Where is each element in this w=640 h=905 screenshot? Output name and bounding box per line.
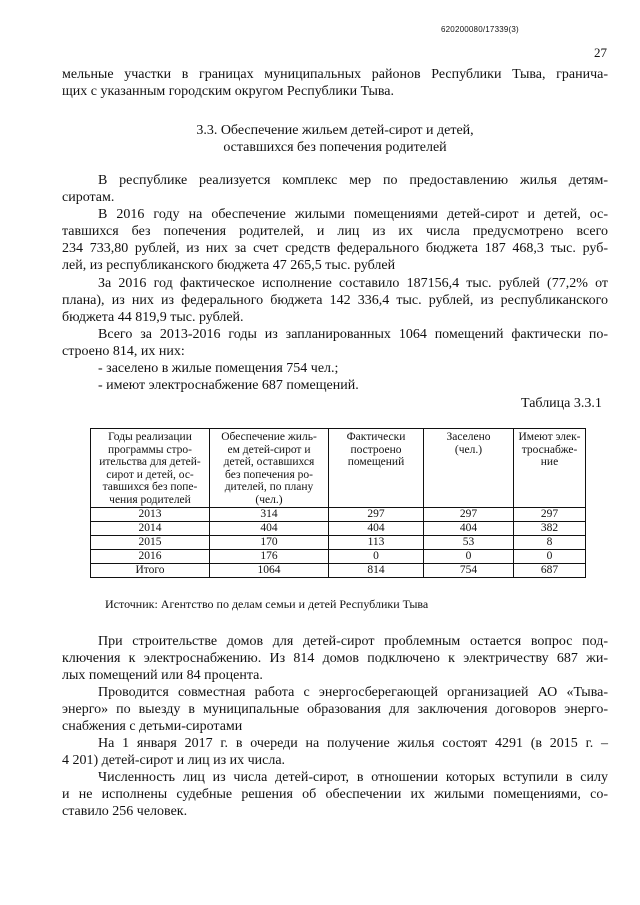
text-line: строено 814, их них:: [62, 344, 185, 359]
paragraph-6: [62, 684, 608, 735]
text-line: Всего за 2013-2016 годы из запланированных 1064 помещений фактически по-: [98, 327, 608, 342]
paragraph-7: [62, 735, 608, 769]
header-line: (чел.): [255, 493, 283, 506]
table-cell: 297: [514, 508, 586, 522]
section-title-line: оставшихся без попечения родителей: [223, 140, 447, 155]
text-line: ключения к электроснабжению. Из 814 домов подключено к электричеству 687 жи-: [62, 651, 608, 666]
text-line: В республике реализуется комплекс мер по предоставлению жилья детям-: [98, 173, 608, 188]
table-row: [91, 508, 586, 522]
table-cell: 2015: [91, 536, 210, 550]
table-cell: 0: [329, 550, 424, 564]
header-line: детей, оставшихся: [223, 456, 315, 468]
column-header-electricity: [514, 429, 586, 508]
text-line: сиротам.: [62, 190, 115, 205]
header-line: Имеют элек-: [518, 431, 581, 443]
table-cell: 176: [210, 550, 329, 564]
header-line: построено: [350, 443, 402, 456]
paragraph-2: [62, 206, 608, 274]
text-line: 234 733,80 рублей, из них за счет средств федерального бюджета 187 468,3 тыс. руб-: [62, 241, 608, 256]
header-line: чения родителей: [109, 493, 191, 506]
table-cell: 8: [514, 536, 586, 550]
text-line: тавшихся без попечения родителей, и лиц из их числа предусмотрено всего: [62, 224, 608, 239]
text-line: ставило 256 человек.: [62, 804, 188, 819]
table-cell: 1064: [210, 564, 329, 578]
header-line: программы стро-: [108, 443, 192, 456]
table-header-row: [91, 429, 586, 508]
table-cell: 687: [514, 564, 586, 578]
table-cell: 382: [514, 522, 586, 536]
page-number: 27: [594, 45, 607, 60]
paragraph-3: [62, 275, 608, 326]
table-total-row: [91, 564, 586, 578]
header-line: Годы реализации: [108, 431, 192, 443]
column-header-built: [329, 429, 424, 508]
table-cell: 404: [424, 522, 514, 536]
text-line: мельные участки в границах муниципальных районов Республики Тыва, гранича-: [62, 67, 608, 82]
header-line: дителей, по плану: [224, 481, 314, 493]
header-line: ительства для детей-: [99, 456, 201, 468]
table-row: [91, 550, 586, 564]
column-header-settled: [424, 429, 514, 508]
text-line: щих с указанным городским округом Республики Тыва.: [62, 84, 395, 99]
paragraph-1: [62, 172, 608, 206]
text-line: энерго» по выезду в муниципальные образования для заключения договоров энерго-: [62, 702, 608, 717]
header-line: Фактически: [346, 431, 406, 443]
header-line: троснабже-: [521, 443, 578, 456]
paragraph-8: [62, 769, 608, 820]
table-cell: 754: [424, 564, 514, 578]
table-cell: 0: [424, 550, 514, 564]
text-line: лей, из республиканского бюджета 47 265,5 тыс. рублей: [62, 258, 396, 273]
list-item: - имеют электроснабжение 687 помещений.: [98, 378, 359, 393]
table-cell: 113: [329, 536, 424, 550]
text-line: Численность лиц из числа детей-сирот, в отношении которых вступили в силу: [98, 770, 608, 785]
header-line: ем детей-сирот и: [227, 443, 311, 456]
column-header-years: [91, 429, 210, 508]
text-line: Проводится совместная работа с энергосберегающей организацией АО «Тыва-: [98, 685, 608, 700]
paragraph-5: [62, 633, 608, 684]
text-line: снабжения с детьми-сиротами: [62, 719, 243, 734]
table-source-note: Источник: Агентство по делам семьи и детей Республики Тыва: [105, 597, 429, 611]
header-line: сирот и детей, ос-: [106, 468, 194, 481]
table-cell: 2014: [91, 522, 210, 536]
text-line: 4 201) детей-сирот и лиц из их числа.: [62, 753, 286, 768]
text-line: плана), из них из федерального бюджета 142 336,4 тыс. рублей, из республиканского: [62, 293, 608, 308]
table-cell: 297: [329, 508, 424, 522]
text-line: бюджета 44 819,9 тыс. рублей.: [62, 310, 244, 325]
table-cell: 53: [424, 536, 514, 550]
text-line: За 2016 год фактическое исполнение составило 187156,4 тыс. рублей (77,2% от: [98, 276, 608, 291]
table-row: [91, 522, 586, 536]
header-line: Обеспечение жиль-: [221, 431, 317, 443]
table-cell: 170: [210, 536, 329, 550]
table-cell: Итого: [91, 564, 210, 578]
text-line: и не исполнены судебные решения об обеспечении их жилыми помещениями, со-: [62, 787, 608, 802]
header-line: ние: [540, 456, 559, 468]
table-cell: 314: [210, 508, 329, 522]
text-line: лых помещений или 84 процента.: [62, 668, 263, 683]
table-cell: 297: [424, 508, 514, 522]
list-item: - заселено в жилые помещения 754 чел.;: [98, 361, 339, 376]
data-table: [90, 428, 586, 578]
table-cell: 2016: [91, 550, 210, 564]
text-line: В 2016 году на обеспечение жилыми помещениями детей-сирот и детей, ос-: [98, 207, 608, 222]
table-cell: 404: [329, 522, 424, 536]
document-id: 620200080/17339(3): [441, 25, 519, 34]
table-cell: 814: [329, 564, 424, 578]
column-header-planned: [210, 429, 329, 508]
header-line: помещений: [347, 456, 405, 468]
section-heading: [62, 122, 608, 156]
header-line: тавшихся без попе-: [102, 481, 198, 493]
table-cell: 0: [514, 550, 586, 564]
header-line: (чел.): [454, 443, 483, 456]
header-line: Заселено: [446, 431, 491, 443]
section-title-line: 3.3. Обеспечение жильем детей-сирот и детей,: [196, 123, 474, 138]
paragraph-4: [62, 326, 608, 360]
table-cell: 404: [210, 522, 329, 536]
text-line: На 1 января 2017 г. в очереди на получение жилья состоят 4291 (в 2015 г. –: [98, 736, 608, 751]
table-row: [91, 536, 586, 550]
header-line: без попечения ро-: [225, 468, 313, 481]
text-line: При строительстве домов для детей-сирот проблемным остается вопрос под-: [98, 634, 608, 649]
intro-paragraph: [62, 66, 608, 100]
table-caption: Таблица 3.3.1: [521, 396, 602, 411]
table-cell: 2013: [91, 508, 210, 522]
